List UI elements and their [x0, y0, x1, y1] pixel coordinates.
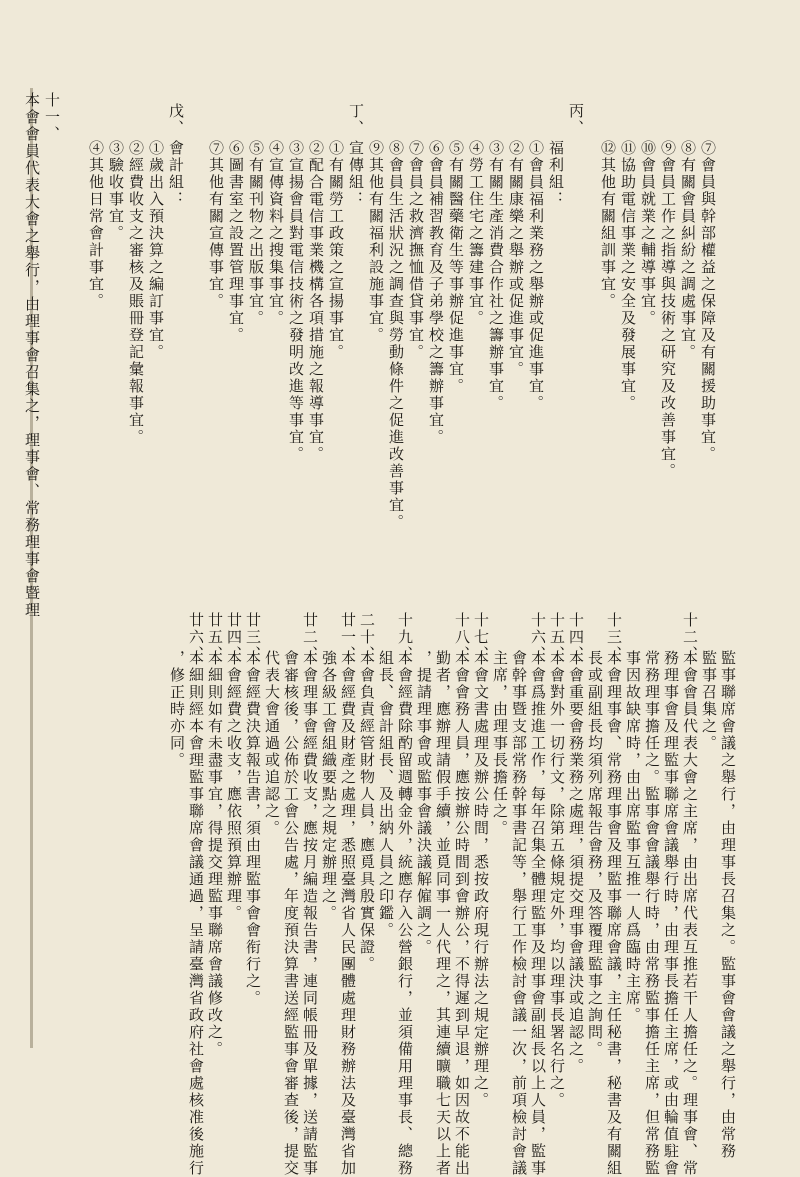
lower-line: 十九、: [396, 612, 414, 663]
lower-line: 十四、: [567, 612, 585, 663]
lower-line: 廿四、: [225, 612, 243, 663]
lower-line: 長或副組長均須列席報告會務，及答覆理監事之詢問。: [586, 650, 604, 1058]
lower-line: 廿一、: [339, 612, 357, 663]
upper-line: 戊、: [167, 103, 185, 137]
lower-line: 本會經費除酌留週轉金外，統應存入公營銀行，並須備用理事長、總務: [396, 650, 414, 1177]
lower-line: 本會會務人員，應按辦公時間到會辦公，不得遲到早退，如因故不能出: [453, 650, 471, 1177]
lower-line: 本會負責經管財物人員，應覓具殷實保證。: [358, 650, 376, 973]
lower-line: 十五、: [548, 612, 566, 663]
upper-line: 丁、: [347, 103, 365, 137]
upper-line: ③驗收事宜。: [107, 140, 125, 242]
lower-line: 監事聯席會議之舉行，由理事長召集之。監事會會議之舉行，由常務: [719, 650, 737, 1160]
upper-line: 宣傳組：: [347, 140, 365, 208]
upper-line: 十一、: [43, 92, 61, 143]
lower-line: 二十、: [358, 612, 376, 663]
upper-line: 福利組：: [547, 140, 565, 208]
upper-line: ⑨其他有關福利設施事宜。: [367, 140, 385, 344]
lower-line: 十三、: [605, 612, 623, 663]
upper-line: ②配合電信事業機構各項措施之報導事宜。: [307, 140, 325, 463]
lower-line: 十七、: [472, 612, 490, 663]
upper-line: 會計組：: [167, 140, 185, 208]
lower-line: 本會理事會、常務理事會及理監事聯席會議，主任秘書，秘書及有關組: [605, 650, 623, 1177]
upper-line: ⑩會員就業之輔導事宜。: [639, 140, 657, 327]
upper-line: 丙、: [567, 103, 585, 137]
lower-line: 本會會員代表大會之主席，由出席代表互推若干人擔任之。理事會、常: [681, 650, 699, 1177]
upper-line: ⑦會員之救濟撫恤借貸事宜。: [407, 140, 425, 361]
upper-line: ⑫其他有關組訓事宜。: [599, 140, 617, 310]
lower-line: 會幹事暨支部常務幹事書記等，舉行工作檢討會議一次，前項檢討會議: [510, 650, 528, 1177]
upper-line: ⑥圖書室之設置管理事宜。: [227, 140, 245, 344]
lower-line: 會審核後，公佈於工會公告處，年度預決算書送經監事會審查後，提交: [282, 650, 300, 1177]
upper-line: ⑨會員工作之指導與技術之研究及改善事宜。: [659, 140, 677, 480]
lower-line: 本細則如有未盡事宜，得提交理監事聯席會議修改之。: [206, 650, 224, 1058]
lower-line: 本會經費之收支，應依照預算辦理。: [225, 650, 243, 922]
lower-line: ，提請理事會或監事會議決議解僱調之。: [415, 650, 433, 956]
lower-line: 本會對外一切行文，除第五條規定外，均以理事長署名行之。: [548, 650, 566, 1109]
lower-line: 代表大會通過或追認之。: [263, 650, 281, 837]
lower-line: 常務理事擔任之。監事會會議舉行時，由常務監事擔任主席，但常務監: [643, 650, 661, 1177]
lower-line: 廿六、: [187, 612, 205, 663]
lower-line: 十八、: [453, 612, 471, 663]
lower-line: 強各級工會組織要點之規定辦理之。: [320, 650, 338, 922]
lower-line: 監事召集之。: [700, 650, 718, 752]
lower-line: 廿二、: [301, 612, 319, 663]
lower-line: 本會經費及財產之處理，悉照臺灣省人民團體處理財務辦法及臺灣省加: [339, 650, 357, 1177]
upper-line: 本會會員代表大會之舉行，由理事會召集之，理事會、常務理事會暨理: [23, 92, 41, 619]
upper-line: ②經費收支之審核及賬冊登記彙報事宜。: [127, 140, 145, 446]
lower-line: 主席，由理事長擔任之。: [491, 650, 509, 837]
upper-line: ④其他日常會計事宜。: [87, 140, 105, 310]
lower-line: 本會重要會務業務之處理，須提交理事會議決或追認之。: [567, 650, 585, 1075]
lower-line: 廿五、: [206, 612, 224, 663]
lower-line: 本會理事會經費收支，應按月編造報告書，連同帳冊及單據，送請監事: [301, 650, 319, 1177]
lower-line: 本會爲推進工作，每年召集全體理監事及理事會副組長以上人員，監事: [529, 650, 547, 1177]
lower-line: 十六、: [529, 612, 547, 663]
upper-line: ⑤有關刊物之出版事宜。: [247, 140, 265, 327]
upper-line: ⑥會員補習教育及子弟學校之籌辦事宜。: [427, 140, 445, 446]
upper-line: ①歲出入預決算之編訂事宜。: [147, 140, 165, 361]
upper-line: ③有關生產消費合作社之籌辦事宜。: [487, 140, 505, 412]
upper-line: ④宣傳資料之搜集事宜。: [267, 140, 285, 327]
lower-line: 務理事會及理監事聯席會議舉行時，由理事長擔任主席，或由輪值駐會: [662, 650, 680, 1177]
upper-line: ⑦其他有關宣傳事宜。: [207, 140, 225, 310]
upper-line: ②有關康樂之舉辦或促進事宜。: [507, 140, 525, 378]
upper-line: ①有關勞工政策之宣揚事宜。: [327, 140, 345, 361]
lower-line: 事因故缺席時，由出席監事互推一人爲臨時主席。: [624, 650, 642, 1024]
lower-line: 勤者，應辦理請假手續，並覓同事一人代理之，其連續曠職七天以上者: [434, 650, 452, 1177]
upper-line: ⑦會員與幹部權益之保障及有關援助事宜。: [699, 140, 717, 463]
upper-line: ③宣揚會員對電信技術之發明改進等事宜。: [287, 140, 305, 463]
upper-line: ⑤有關醫藥衛生等事辦促進事宜。: [447, 140, 465, 395]
lower-line: 廿三、: [244, 612, 262, 663]
upper-line: ④勞工住宅之籌建事宜。: [467, 140, 485, 327]
upper-line: ⑧有關會員糾紛之調處事宜。: [679, 140, 697, 361]
lower-line: 十二、: [681, 612, 699, 663]
lower-line: 本會文書處理及辦公時間，悉按政府現行辦法之規定辦理之。: [472, 650, 490, 1109]
lower-line: 本會經費決算報告書，須由理監事會會衔行之。: [244, 650, 262, 1007]
upper-line: ①會員福利業務之舉辦或促進事宜。: [527, 140, 545, 412]
lower-line: ，修正時亦同。: [168, 650, 186, 769]
lower-line: 本細則經本會理監事聯席會議通過，呈請臺灣省政府社會處核准後施行: [187, 650, 205, 1177]
upper-line: ⑧會員生活狀況之調查與勞動條件之促進改善事宜。: [387, 140, 405, 531]
lower-line: 組長、會計組長、及出納人員之印鑑。: [377, 650, 395, 939]
upper-line: ⑪協助電信事業之安全及發展事宜。: [619, 140, 637, 412]
